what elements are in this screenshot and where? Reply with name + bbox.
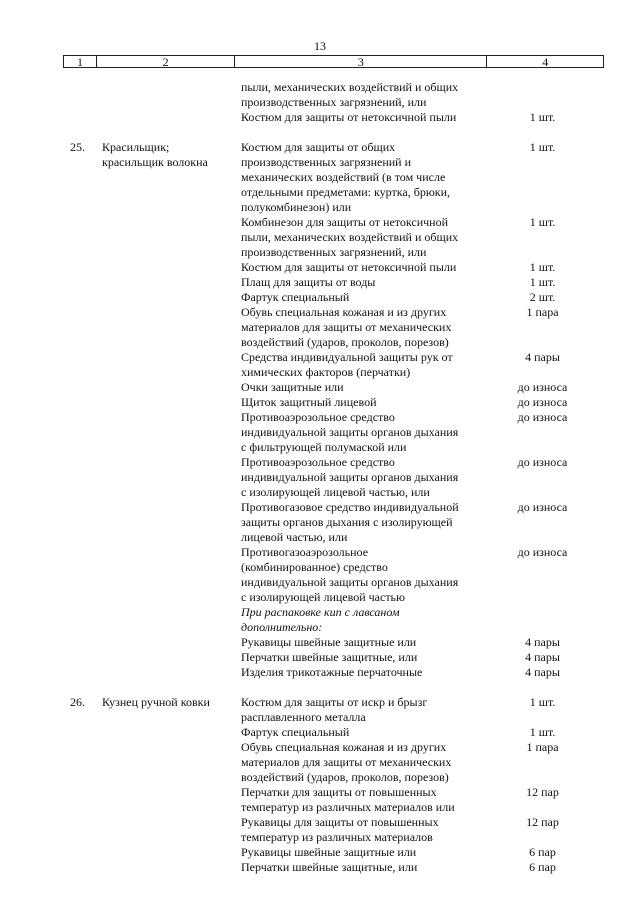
ppe-item: Костюм для защиты от нетоксичной пыли <box>241 260 457 274</box>
table-row <box>0 380 640 395</box>
table-row <box>0 215 640 230</box>
table-row <box>0 500 640 515</box>
ppe-item: материалов для защиты от механических <box>241 320 452 334</box>
table-row <box>0 635 640 650</box>
issue-quantity: до износа <box>517 545 568 559</box>
table-row <box>0 575 640 590</box>
ppe-item: Перчатки для защиты от повышенных <box>241 785 437 799</box>
ppe-item: Комбинезон для защиты от нетоксичной <box>241 215 449 229</box>
table-row <box>0 200 640 215</box>
issue-quantity: 1 шт. <box>529 275 556 289</box>
issue-quantity: 12 пар <box>526 785 559 799</box>
table-row <box>0 245 640 260</box>
table-row <box>0 110 640 125</box>
table-row <box>0 800 640 815</box>
ppe-item: Средства индивидуальной защиты рук от <box>241 350 453 364</box>
issue-quantity: 1 шт. <box>529 110 556 124</box>
issue-quantity: до износа <box>517 455 568 469</box>
issue-quantity: 1 шт. <box>529 260 556 274</box>
ppe-item: температур из различных материалов <box>241 830 433 844</box>
issue-quantity: 1 шт. <box>529 215 556 229</box>
header-col-4: 4 <box>542 55 549 69</box>
spacer-row <box>0 680 640 695</box>
issue-quantity: до износа <box>517 395 568 409</box>
table-row <box>0 470 640 485</box>
ppe-item: пыли, механических воздействий и общих <box>241 230 459 244</box>
table-row <box>0 290 640 305</box>
table-row <box>0 425 640 440</box>
ppe-item: полукомбинезон) или <box>241 200 352 214</box>
ppe-item: с изолирующей лицевой частью <box>241 590 405 604</box>
ppe-item: механических воздействий (в том числе <box>241 170 446 184</box>
row-number: 25. <box>70 140 85 154</box>
table-row <box>0 515 640 530</box>
table-row <box>0 350 640 365</box>
table-row <box>0 95 640 110</box>
table-row <box>0 230 640 245</box>
issue-quantity: 1 пара <box>526 740 559 754</box>
table-row <box>0 455 640 470</box>
ppe-item: Фартук специальный <box>241 725 350 739</box>
table-row <box>0 320 640 335</box>
row-number: 26. <box>70 695 85 709</box>
ppe-item: Костюм для защиты от общих <box>241 140 396 154</box>
table-row <box>0 590 640 605</box>
table-row <box>0 155 640 170</box>
ppe-item: Очки защитные или <box>241 380 344 394</box>
table-row <box>0 770 640 785</box>
issue-quantity: 6 пар <box>529 845 556 859</box>
ppe-item: индивидуальной защиты органов дыхания <box>241 425 459 439</box>
table-row <box>0 620 640 635</box>
table-row <box>0 860 640 875</box>
table-row <box>0 305 640 320</box>
ppe-item: Костюм для защиты от нетоксичной пыли <box>241 110 457 124</box>
table-row <box>0 740 640 755</box>
table-row <box>0 530 640 545</box>
ppe-item: пыли, механических воздействий и общих <box>241 80 459 94</box>
issue-quantity: 4 пары <box>525 665 560 679</box>
table-row <box>0 755 640 770</box>
ppe-item: индивидуальной защиты органов дыхания <box>241 470 459 484</box>
ppe-item: производственных загрязнений, или <box>241 95 427 109</box>
issue-quantity: 2 шт. <box>529 290 556 304</box>
ppe-item: производственных загрязнений и <box>241 155 412 169</box>
issue-quantity: 4 пары <box>525 635 560 649</box>
ppe-item: индивидуальной защиты органов дыхания <box>241 575 459 589</box>
ppe-item: Изделия трикотажные перчаточные <box>241 665 423 679</box>
ppe-item: Противоаэрозольное средство <box>241 455 395 469</box>
ppe-item: защиты органов дыхания с изолирующей <box>241 515 453 529</box>
ppe-item: температур из различных материалов или <box>241 800 455 814</box>
issue-quantity: до износа <box>517 380 568 394</box>
table-row <box>0 560 640 575</box>
ppe-item: Щиток защитный лицевой <box>241 395 377 409</box>
profession-name: Кузнец ручной ковки <box>102 695 210 709</box>
ppe-item: Фартук специальный <box>241 290 350 304</box>
ppe-item: с фильтрующей полумаской или <box>241 440 407 454</box>
issue-quantity: 4 пары <box>525 350 560 364</box>
issue-quantity: 6 пар <box>529 860 556 874</box>
ppe-item: химических факторов (перчатки) <box>241 365 411 379</box>
issue-quantity: до износа <box>517 410 568 424</box>
ppe-item: Перчатки швейные защитные, или <box>241 650 418 664</box>
profession-name: Красильщик; <box>102 140 170 154</box>
ppe-item: воздействий (ударов, проколов, порезов) <box>241 770 449 784</box>
ppe-item: Рукавицы для защиты от повышенных <box>241 815 439 829</box>
ppe-item: При распаковке кип с лавсаном <box>241 605 400 619</box>
table-header <box>63 55 604 68</box>
ppe-item: Плащ для защиты от воды <box>241 275 376 289</box>
table-row <box>0 725 640 740</box>
issue-quantity: 4 пары <box>525 650 560 664</box>
table-row <box>0 710 640 725</box>
profession-name: красильщик волокна <box>102 155 208 169</box>
table-row <box>0 335 640 350</box>
table-row <box>0 260 640 275</box>
table-row <box>0 650 640 665</box>
ppe-item: отдельными предметами: куртка, брюки, <box>241 185 451 199</box>
table-row <box>0 830 640 845</box>
ppe-item: с изолирующей лицевой частью, или <box>241 485 430 499</box>
header-col-3: 3 <box>235 56 487 67</box>
table-row <box>0 185 640 200</box>
header-col-2: 2 <box>97 56 235 67</box>
issue-quantity: 12 пар <box>526 815 559 829</box>
ppe-item: лицевой частью, или <box>241 530 348 544</box>
ppe-item: материалов для защиты от механических <box>241 755 452 769</box>
issue-quantity: 1 шт. <box>529 725 556 739</box>
table-row <box>0 365 640 380</box>
ppe-item: Обувь специальная кожаная и из других <box>241 740 447 754</box>
ppe-item: Костюм для защиты от искр и брызг <box>241 695 428 709</box>
table-row <box>0 440 640 455</box>
header-col-1: 1 <box>64 56 97 67</box>
ppe-item: Рукавицы швейные защитные или <box>241 635 417 649</box>
issue-quantity: 1 шт. <box>529 695 556 709</box>
ppe-item: производственных загрязнений, или <box>241 245 427 259</box>
table-row <box>0 815 640 830</box>
ppe-item: дополнительно: <box>241 620 323 634</box>
table-row <box>0 545 640 560</box>
ppe-item: Противогазоаэрозольное <box>241 545 369 559</box>
table-row <box>0 665 640 680</box>
table-row <box>0 845 640 860</box>
table-row <box>0 605 640 620</box>
issue-quantity: 1 шт. <box>529 140 556 154</box>
ppe-item: воздействий (ударов, проколов, порезов) <box>241 335 449 349</box>
table-row <box>0 275 640 290</box>
table-row <box>0 785 640 800</box>
ppe-item: Противогазовое средство индивидуальной <box>241 500 459 514</box>
table-row <box>0 170 640 185</box>
issue-quantity: до износа <box>517 500 568 514</box>
ppe-item: Рукавицы швейные защитные или <box>241 845 417 859</box>
spacer-row <box>0 125 640 140</box>
table-row <box>0 695 640 710</box>
page-number: 13 <box>314 39 326 53</box>
table-row <box>0 140 640 155</box>
ppe-item: Противоаэрозольное средство <box>241 410 395 424</box>
ppe-item: расплавленного металла <box>241 710 366 724</box>
table-row <box>0 485 640 500</box>
table-row <box>0 80 640 95</box>
table-body <box>0 80 640 875</box>
issue-quantity: 1 пара <box>526 305 559 319</box>
table-row <box>0 410 640 425</box>
ppe-item: Обувь специальная кожаная и из других <box>241 305 447 319</box>
table-row <box>0 395 640 410</box>
ppe-item: Перчатки швейные защитные, или <box>241 860 418 874</box>
ppe-item: (комбинированное) средство <box>241 560 388 574</box>
